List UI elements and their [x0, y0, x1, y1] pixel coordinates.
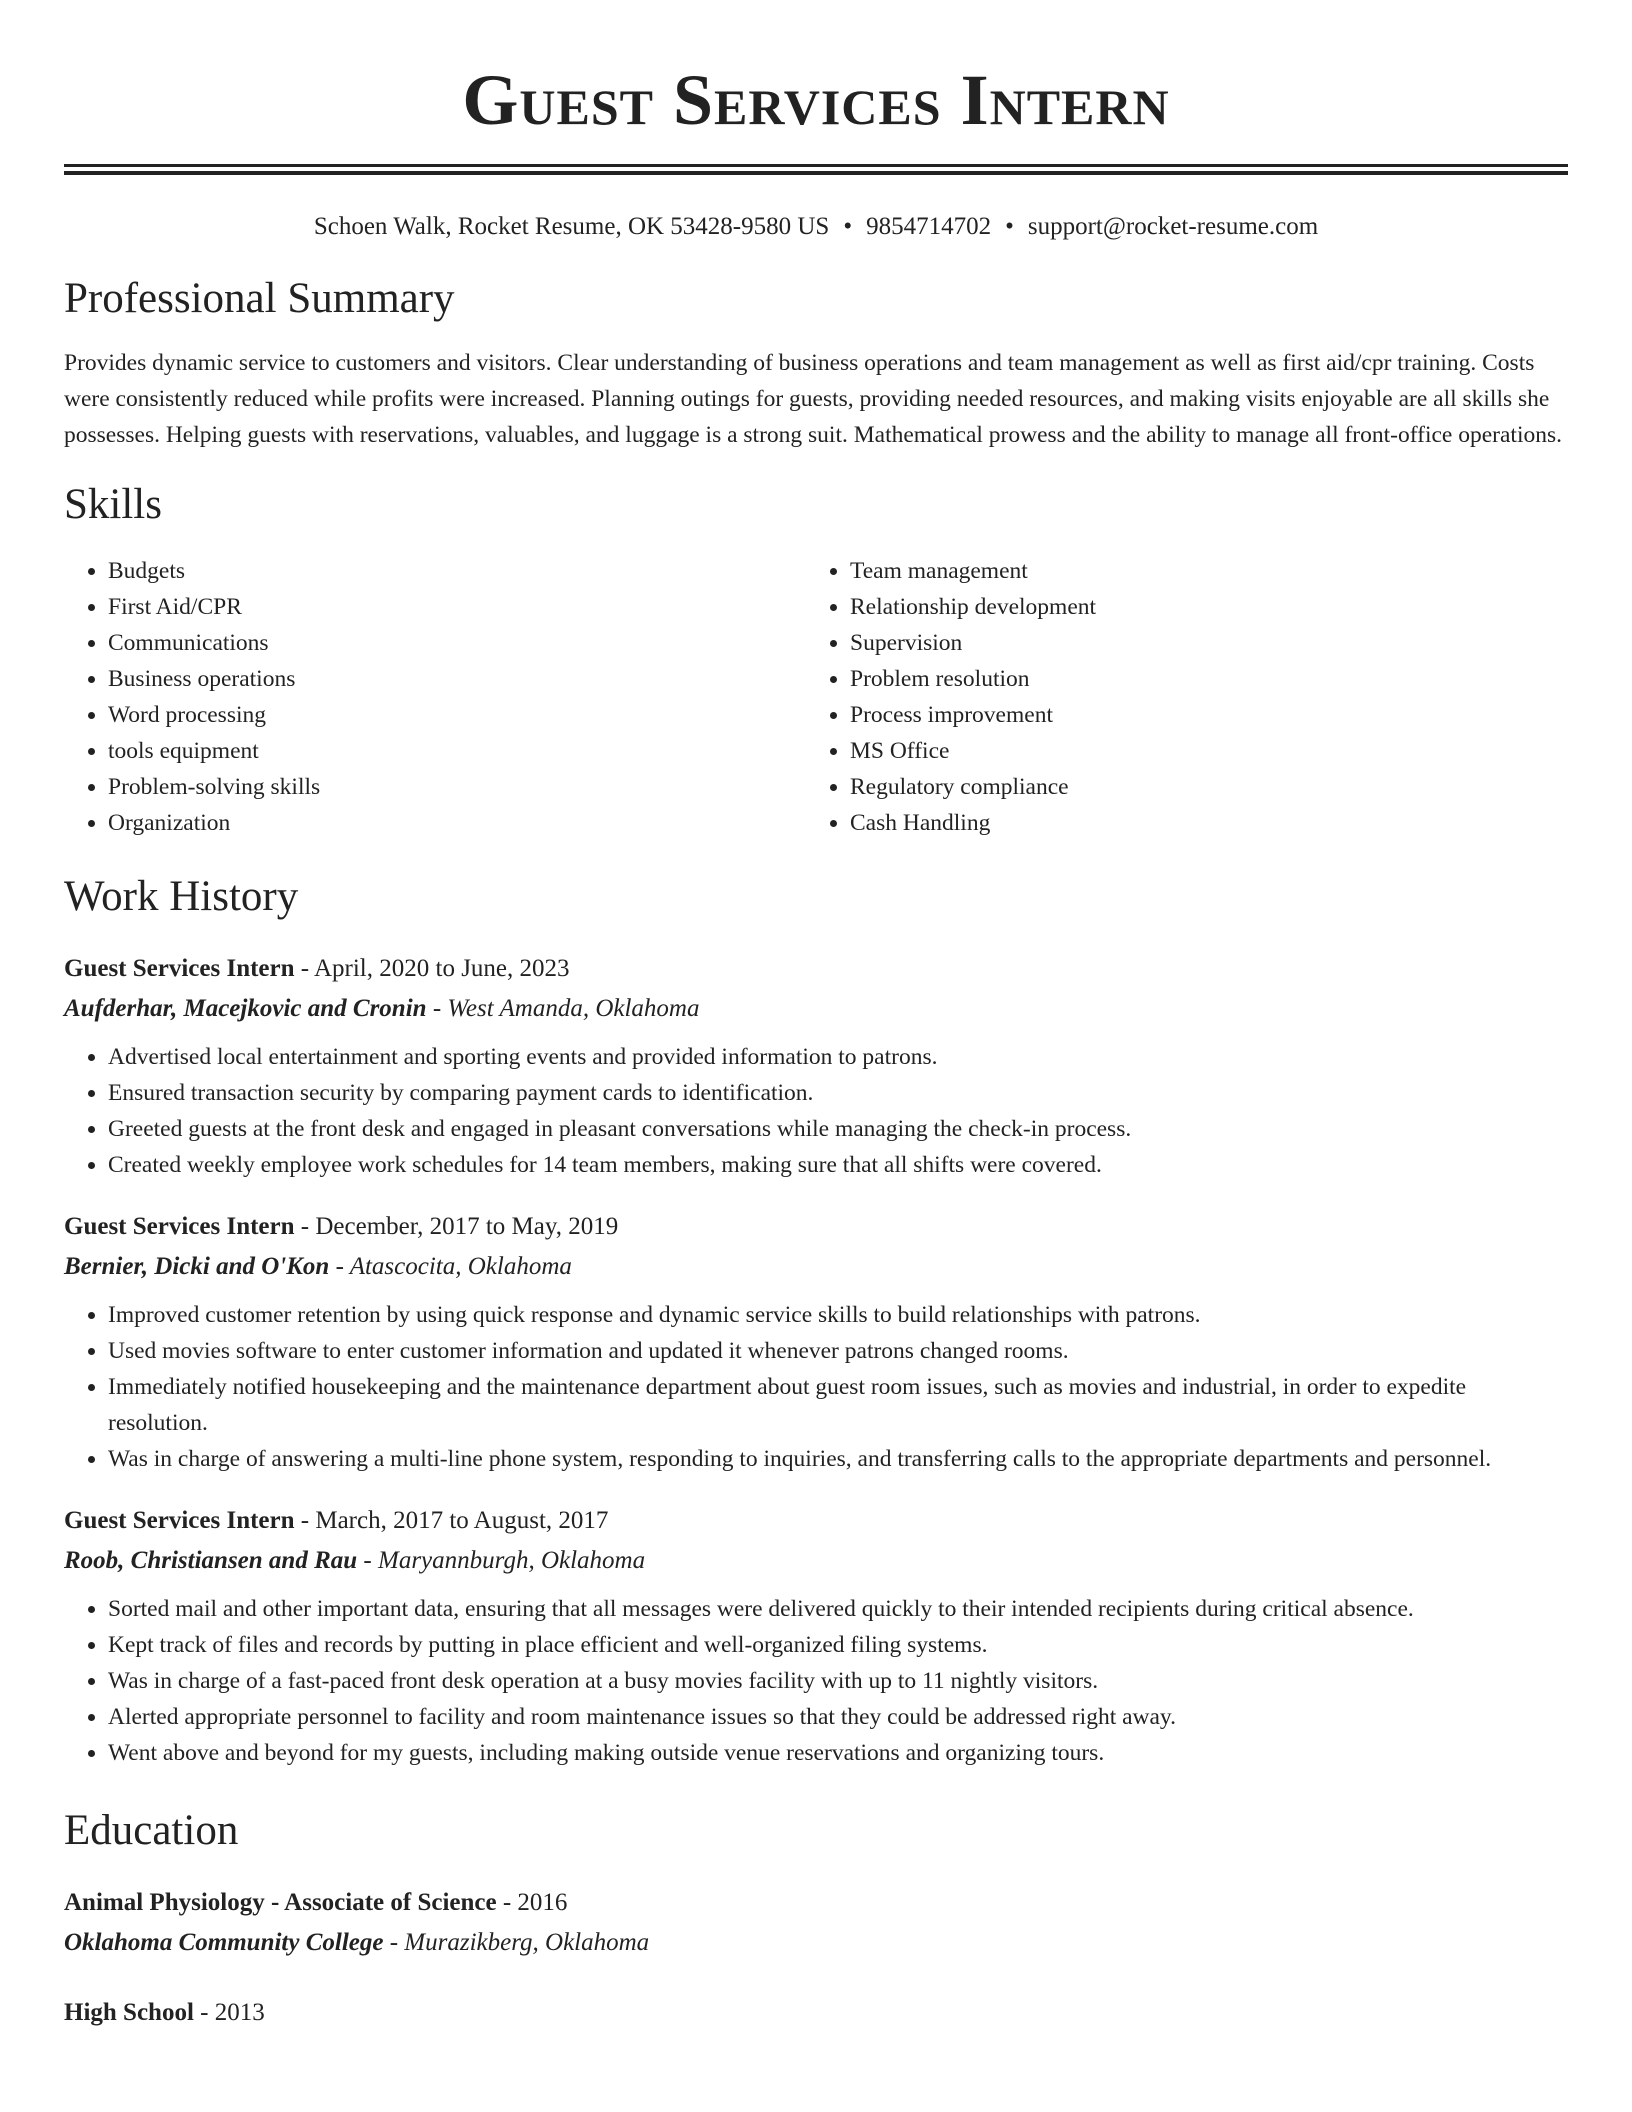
contact-address: Schoen Walk, Rocket Resume, OK 53428-9580 US [313, 213, 830, 240]
company-location: - Maryannburgh, Oklahoma [357, 1547, 646, 1574]
job-duty: • Greeted guests at the front desk and engaged in pleasant conversations while managing the check-in process. [108, 1111, 1568, 1147]
job-title-line [64, 1207, 1568, 1247]
education-heading: Education [64, 1807, 239, 1854]
job-duty: • Improved customer retention by using quick response and dynamic service skills to build relationships with patrons. [108, 1297, 1568, 1333]
job-duty: • Kept track of files and records by putting in place efficient and well-organized filing systems. [108, 1627, 1568, 1663]
job-duty: • Sorted mail and other important data, ensuring that all messages were delivered quickly to their intended recipients during critical absence. [108, 1591, 1568, 1627]
skill-item: • Communications [108, 625, 806, 661]
skill-item: • Cash Handling [850, 805, 1548, 841]
job-entry [64, 1501, 1568, 1771]
skills-columns [64, 553, 1568, 841]
skill-item: • Team management [850, 553, 1548, 589]
job-duty: • Created weekly employee work schedules for 14 team members, making sure that all shifts were covered. [108, 1147, 1568, 1183]
skill-item: • Problem resolution [850, 661, 1548, 697]
job-dates: - March, 2017 to August, 2017 [294, 1507, 609, 1534]
skill-item: • Budgets [108, 553, 806, 589]
job-title: Guest Services Intern [64, 1213, 295, 1240]
school-line [64, 1923, 1568, 1963]
job-dates: - April, 2020 to June, 2023 [294, 955, 570, 982]
company-line [64, 989, 1568, 1029]
degree-line [64, 1883, 1568, 1923]
job-duty: • Went above and beyond for my guests, including making outside venue reservations and organizing tours. [108, 1735, 1568, 1771]
skill-item: • Business operations [108, 661, 806, 697]
skill-item: • Supervision [850, 625, 1548, 661]
company-location: - West Amanda, Oklahoma [426, 995, 700, 1022]
title-double-rule [64, 164, 1568, 175]
degree-line [64, 1993, 1568, 2033]
summary-text: Provides dynamic service to customers and visitors. Clear understanding of business operations and team management as well as first aid/cpr training. Costs were consistently reduced while profits were increased. Planning outings for guests, providing needed resources, and making visits enjoyable are all skills she possesses. Helping guests with reservations, valuables, and luggage is a strong suit. Mathematical prowess and the ability to manage all front-office operations. [64, 350, 1562, 448]
job-duty: • Used movies software to enter customer information and updated it whenever patrons changed rooms. [108, 1333, 1568, 1369]
skill-item: • First Aid/CPR [108, 589, 806, 625]
job-duties-list [64, 1297, 1568, 1477]
bullet-separator: • [843, 213, 853, 240]
company-line [64, 1541, 1568, 1581]
contact-phone: 9854714702 [866, 213, 992, 240]
skills-right-list [806, 553, 1548, 841]
contact-line [64, 209, 1568, 245]
work-history-heading: Work History [64, 873, 299, 920]
skill-item: • MS Office [850, 733, 1548, 769]
job-duty: • Was in charge of a fast-paced front desk operation at a busy movies facility with up to 11 nightly visitors. [108, 1663, 1568, 1699]
resume-title: Guest Services Intern [462, 60, 1170, 140]
job-duties-list [64, 1591, 1568, 1771]
skill-item: • Relationship development [850, 589, 1548, 625]
degree-year: - 2016 [496, 1889, 568, 1916]
company-name: Bernier, Dicki and O'Kon [64, 1253, 330, 1280]
degree-name: High School [64, 1999, 194, 2026]
bullet-separator: • [1005, 213, 1014, 240]
education-entry [64, 1883, 1568, 1963]
job-entry [64, 1207, 1568, 1477]
school-name: Oklahoma Community College [64, 1929, 384, 1956]
job-title: Guest Services Intern [64, 955, 295, 982]
job-duty: • Advertised local entertainment and sporting events and provided information to patrons. [108, 1039, 1568, 1075]
company-location: - Atascocita, Oklahoma [329, 1253, 572, 1280]
company-line [64, 1247, 1568, 1287]
job-duties-list [64, 1039, 1568, 1183]
job-title: Guest Services Intern [64, 1507, 295, 1534]
skills-left-list [64, 553, 806, 841]
school-location: - Murazikberg, Oklahoma [383, 1929, 650, 1956]
job-dates: - December, 2017 to May, 2019 [294, 1213, 619, 1240]
company-name: Roob, Christiansen and Rau [64, 1547, 358, 1574]
degree-name: Animal Physiology - Associate of Science [64, 1889, 497, 1916]
job-duty: • Immediately notified housekeeping and the maintenance department about guest room issues, such as movies and industrial, in order to expedite resolution. [108, 1369, 1568, 1441]
skill-item: • tools equipment [108, 733, 806, 769]
job-title-line [64, 949, 1568, 989]
job-entry [64, 949, 1568, 1183]
job-duty: • Alerted appropriate personnel to facility and room maintenance issues so that they could be addressed right away. [108, 1699, 1568, 1735]
job-title-line [64, 1501, 1568, 1541]
skill-item: • Organization [108, 805, 806, 841]
skill-item: • Word processing [108, 697, 806, 733]
summary-heading: Professional Summary [64, 275, 455, 322]
skill-item: • Problem-solving skills [108, 769, 806, 805]
degree-year: - 2013 [193, 1999, 265, 2026]
education-entry [64, 1993, 1568, 2033]
skill-item: • Regulatory compliance [850, 769, 1548, 805]
job-duty: • Ensured transaction security by comparing payment cards to identification. [108, 1075, 1568, 1111]
contact-email: support@rocket-resume.com [1027, 213, 1319, 240]
job-duty: • Was in charge of answering a multi-line phone system, responding to inquiries, and transferring calls to the appropriate departments and personnel. [108, 1441, 1568, 1477]
company-name: Aufderhar, Macejkovic and Cronin [64, 995, 427, 1022]
skills-heading: Skills [64, 481, 162, 528]
skill-item: • Process improvement [850, 697, 1548, 733]
